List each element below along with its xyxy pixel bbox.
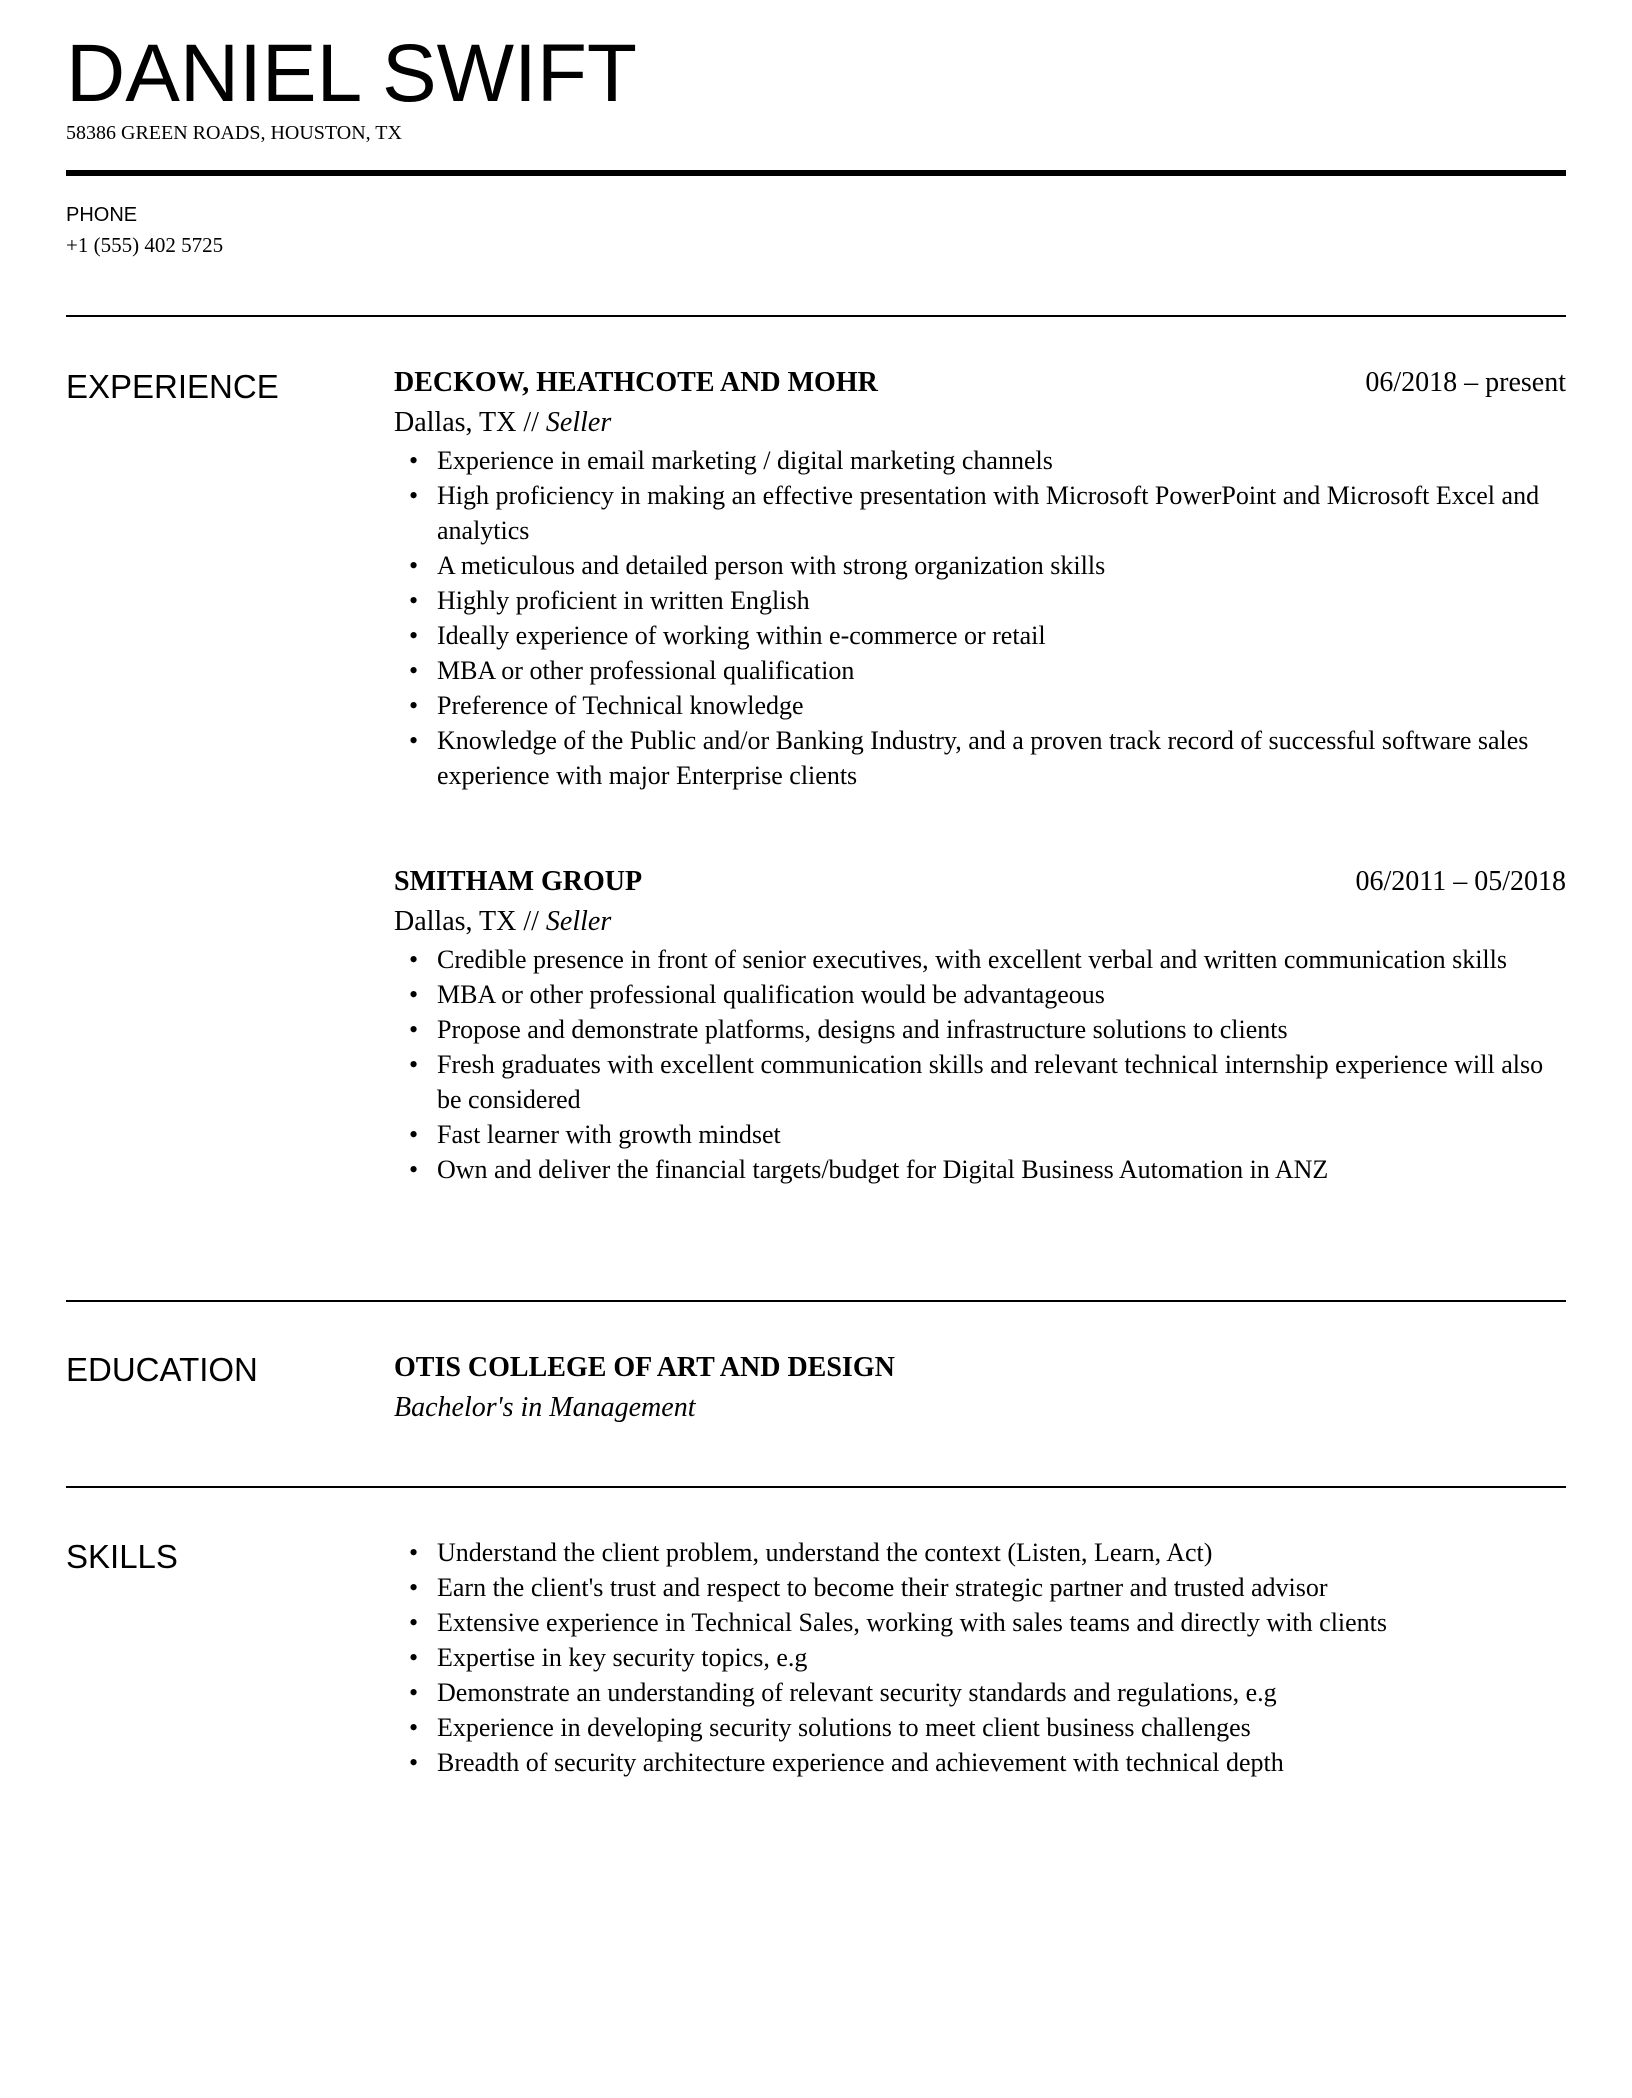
header-divider [66, 170, 1566, 176]
job-title: Seller [545, 407, 612, 438]
job-location: Dallas, TX [394, 407, 517, 438]
list-item: • Own and deliver the financial targets/budget for Digital Business Automation in ANZ [437, 1152, 1566, 1187]
candidate-address: 58386 GREEN ROADS, HOUSTON, TX [66, 122, 402, 144]
job-entry [394, 862, 1566, 1187]
job-bullets [394, 942, 1566, 1187]
list-item: • Fast learner with growth mindset [437, 1117, 1566, 1152]
list-item: • Expertise in key security topics, e.g [437, 1640, 1566, 1675]
job-location-line [394, 902, 1566, 942]
list-item: • Propose and demonstrate platforms, designs and infrastructure solutions to clients [437, 1012, 1566, 1047]
list-item: • Understand the client problem, understand the context (Listen, Learn, Act) [437, 1535, 1566, 1570]
skills-heading: SKILLS [66, 1538, 178, 1575]
job-dates: 06/2011 – 05/2018 [1355, 866, 1566, 897]
list-item: • Ideally experience of working within e-commerce or retail [437, 618, 1566, 653]
job-dates: 06/2018 – present [1365, 367, 1566, 398]
resume-page [66, 0, 1566, 2098]
phone-label: PHONE [66, 204, 138, 226]
job-company: DECKOW, HEATHCOTE AND MOHR [394, 367, 878, 398]
list-item: • Extensive experience in Technical Sales, working with sales teams and directly with clients [437, 1605, 1566, 1640]
phone-number: +1 (555) 402 5725 [66, 233, 224, 257]
list-item: • Credible presence in front of senior executives, with excellent verbal and written communication skills [437, 942, 1566, 977]
list-item: • A meticulous and detailed person with strong organization skills [437, 548, 1566, 583]
degree: Bachelor's in Management [394, 1392, 696, 1423]
job-location-line [394, 403, 1566, 443]
list-item: • Breadth of security architecture experience and achievement with technical depth [437, 1745, 1566, 1780]
candidate-name: DANIEL SWIFT [66, 28, 637, 119]
section-divider [66, 1300, 1566, 1302]
job-entry [394, 363, 1566, 793]
school-name: OTIS COLLEGE OF ART AND DESIGN [394, 1352, 895, 1383]
list-item: • Experience in email marketing / digital marketing channels [437, 443, 1566, 478]
list-item: • High proficiency in making an effective presentation with Microsoft PowerPoint and Microsoft Excel and analytics [437, 478, 1566, 548]
job-location: Dallas, TX [394, 906, 517, 937]
list-item: • MBA or other professional qualification would be advantageous [437, 977, 1566, 1012]
list-item: • Highly proficient in written English [437, 583, 1566, 618]
list-item: • Demonstrate an understanding of relevant security standards and regulations, e.g [437, 1675, 1566, 1710]
job-company: SMITHAM GROUP [394, 866, 643, 897]
list-item: • MBA or other professional qualification [437, 653, 1566, 688]
job-bullets [394, 443, 1566, 793]
section-divider [66, 315, 1566, 317]
list-item: • Fresh graduates with excellent communication skills and relevant technical internship experience will also be considered [437, 1047, 1566, 1117]
experience-heading: EXPERIENCE [66, 368, 279, 405]
job-title: Seller [545, 906, 612, 937]
list-item: • Experience in developing security solutions to meet client business challenges [437, 1710, 1566, 1745]
education-heading: EDUCATION [66, 1351, 258, 1388]
job-separator: // [516, 407, 546, 438]
section-divider [66, 1486, 1566, 1488]
skills-entry [394, 1535, 1566, 1780]
list-item: • Preference of Technical knowledge [437, 688, 1566, 723]
list-item: • Earn the client's trust and respect to become their strategic partner and trusted advisor [437, 1570, 1566, 1605]
skills-list [394, 1535, 1566, 1780]
list-item: • Knowledge of the Public and/or Banking Industry, and a proven track record of successful software sales experience with major Enterprise clients [437, 723, 1566, 793]
job-separator: // [516, 906, 546, 937]
education-entry [394, 1348, 1566, 1428]
